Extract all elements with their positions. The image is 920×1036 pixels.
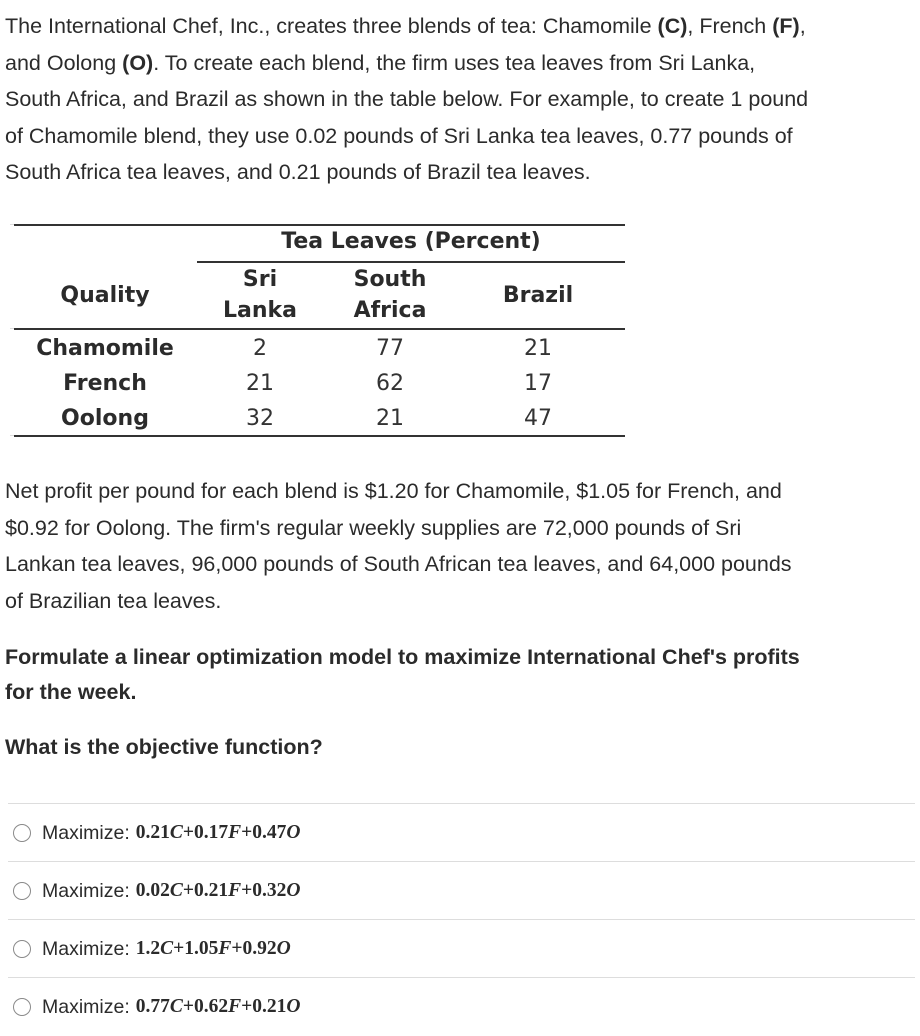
option-expression: 0.77C+0.62F+0.21O [135,996,301,1017]
option-label: Maximize: [42,821,130,844]
table-cell-sri: 32 [246,406,274,431]
table-bottom-rule [14,435,625,437]
intro-text: The International Chef, Inc., creates three blends of tea: Chamomile [5,14,658,38]
profit-line-3: Lankan tea leaves, 96,000 pounds of South African tea leaves, and 64,000 pounds [5,552,792,577]
task-line-2: for the week. [5,680,137,704]
option-expression: 1.2C+1.05F+0.92O [135,938,291,959]
option-expression: 0.02C+0.21F+0.32O [135,880,301,901]
profit-line-4: of Brazilian tea leaves. [5,588,222,613]
oolong-var: (O) [122,50,154,75]
chamomile-var: (C) [657,14,688,38]
intro-line-3: South Africa, and Brazil as shown in the table below. For example, to create 1 pound [5,87,809,112]
tea-leaves-table [0,0,920,450]
col-header-sa-1: South [353,267,427,292]
table-cell-sa: 62 [376,371,404,396]
table-row-quality: French [63,371,147,396]
group-header-rule [197,261,625,263]
group-header: Tea Leaves (Percent) [281,229,541,254]
option-label: Maximize: [42,879,130,902]
answer-option-3[interactable] [8,920,915,978]
col-header-sa-2: Africa [353,298,427,323]
option-label: Maximize: [42,937,130,960]
table-cell-sri: 21 [246,371,274,396]
option-expression: 0.21C+0.17F+0.47O [135,822,301,843]
col-header-sri-1: Sri [242,267,278,292]
table-cell-sa: 21 [376,406,404,431]
answer-option-4[interactable] [8,978,915,1036]
table-top-rule [14,224,625,226]
table-cell-sa: 77 [376,336,404,361]
radio-button[interactable] [13,824,31,842]
french-var: (F) [772,14,800,38]
col-header-quality: Quality [60,283,150,308]
col-header-brazil: Brazil [502,283,574,308]
table-cell-brazil: 47 [524,406,552,431]
intro-text: , French [687,14,773,38]
table-cell-brazil: 21 [524,336,552,361]
radio-button[interactable] [13,882,31,900]
header-bottom-rule [14,328,625,330]
task-instruction [5,640,915,710]
table-cell-brazil: 17 [524,371,552,396]
table-row-quality: Chamomile [36,336,174,361]
answer-option-1[interactable] [8,804,915,862]
radio-button[interactable] [13,940,31,958]
profit-line-1: Net profit per pound for each blend is $1.20 for Chamomile, $1.05 for French, and [5,479,782,503]
task-line-1: Formulate a linear optimization model to maximize International Chef's profits [5,645,800,669]
profit-line-2: $0.92 for Oolong. The firm's regular weekly supplies are 72,000 pounds of Sri [5,515,742,540]
profit-paragraph [5,473,915,619]
table-row-quality: Oolong [61,406,149,431]
intro-line-4: of Chamomile blend, they use 0.02 pounds of Sri Lanka tea leaves, 0.77 pounds of [5,123,793,148]
table-cell-sri: 2 [253,336,267,361]
intro-text: , [799,14,806,38]
answer-option-2[interactable] [8,862,915,920]
col-header-sri-2: Lanka [222,298,298,323]
intro-text: . To create each blend, the firm uses tea leaves from Sri Lanka, [153,50,756,75]
question-text: What is the objective function? [5,735,323,759]
radio-button[interactable] [13,998,31,1016]
intro-text: and Oolong [5,50,123,75]
option-label: Maximize: [42,995,130,1018]
intro-line-5: South Africa tea leaves, and 0.21 pounds of Brazil tea leaves. [5,160,591,185]
